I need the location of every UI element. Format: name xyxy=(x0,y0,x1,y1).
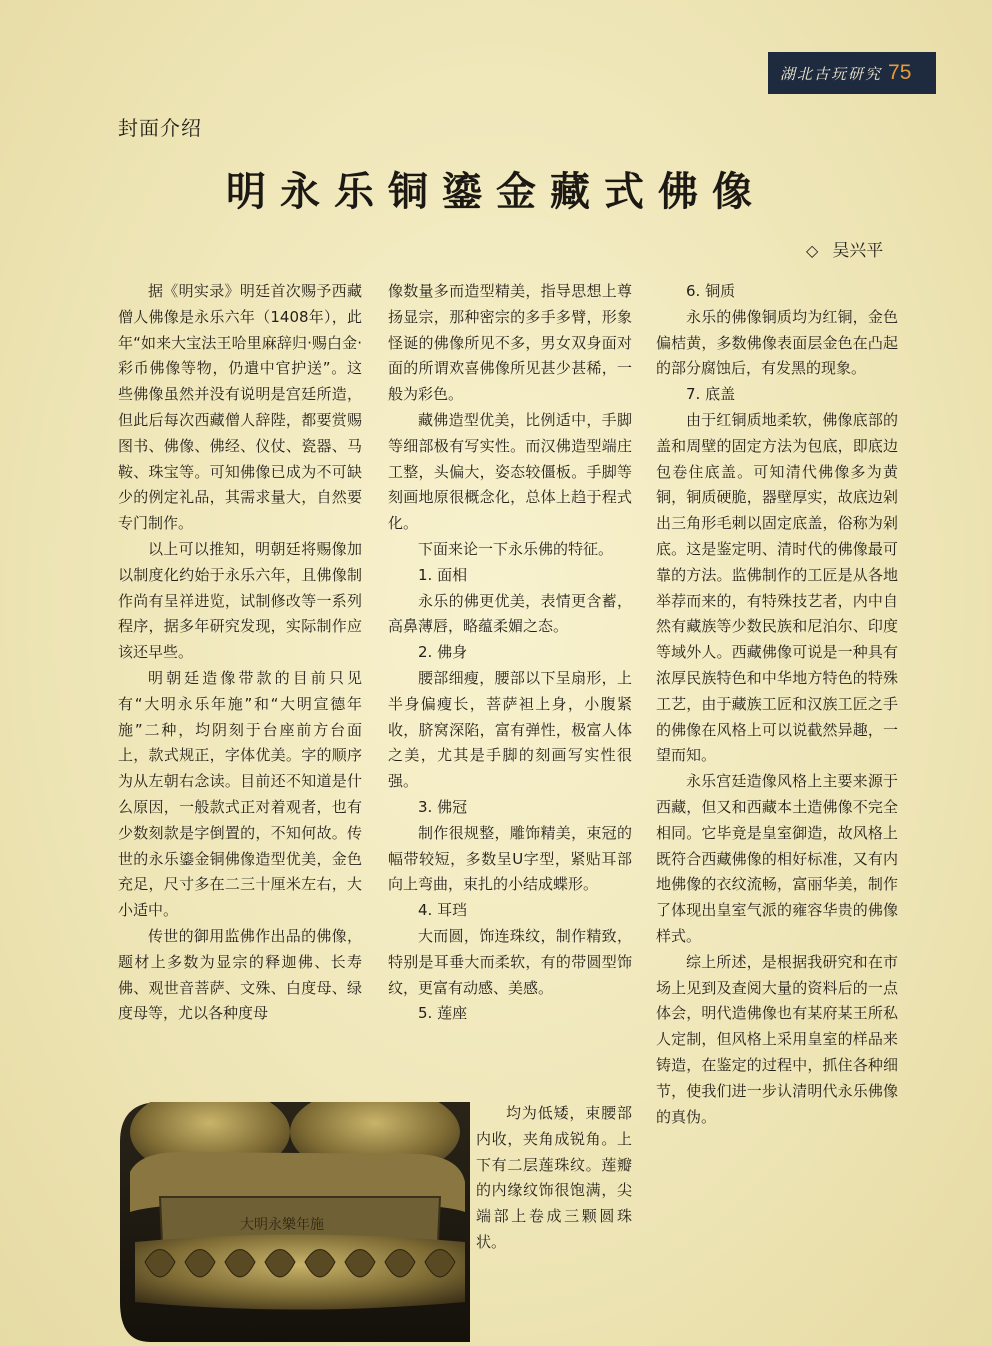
paragraph: 传世的御用监佛作出品的佛像，题材上多数为显宗的释迦佛、长寿佛、观世音菩萨、文殊、白度母、绿度母等，尤以各种度母 xyxy=(118,926,362,1023)
subheading: 7. 底盖 xyxy=(686,385,736,404)
paragraph: 永乐的佛更优美，表情更含蓄，高鼻薄唇，略蕴柔媚之态。 xyxy=(388,591,632,636)
author-line xyxy=(806,236,883,261)
column-3 xyxy=(656,279,898,1130)
subheading: 4. 耳珰 xyxy=(418,901,468,920)
article-title: 明永乐铜鎏金藏式佛像 xyxy=(226,168,766,215)
journal-header-tab xyxy=(768,52,936,94)
paragraph: 据《明实录》明廷首次赐予西藏僧人佛像是永乐六年（1408年），此年“如来大宝法王哈里麻辞归·赐白金·彩币佛像等物，仍遣中官护送”。这些佛像虽然并没有说明是宫廷所造，但此后每次西藏僧人辞陛，都要赏赐图书、佛像、佛经、仪仗、瓷器、马鞍、珠宝等。可知佛像已成为不可缺少的例定礼品，其需求量大，自然要专门制作。 xyxy=(118,282,362,533)
buddha-base-photo xyxy=(120,1102,470,1342)
subheading: 6. 铜质 xyxy=(686,282,736,300)
paragraph: 大而圆，饰连珠纹，制作精致，特别是耳垂大而柔软，有的带圆型饰纹，更富有动感、美感。 xyxy=(388,926,632,997)
subheading: 5. 莲座 xyxy=(418,1004,468,1023)
paragraph: 藏佛造型优美，比例适中，手脚等细部极有写实性。而汉佛造型端庄工整，头偏大，姿态较僵板。手脚等刻画地原很概念化，总体上趋于程式化。 xyxy=(388,410,632,533)
subheading: 3. 佛冠 xyxy=(418,797,468,816)
journal-name: 湖北古玩研究 xyxy=(780,64,883,83)
column-2-continued xyxy=(476,1101,632,1256)
paragraph: 像数量多而造型精美，指导思想上尊扬显宗，那种密宗的多手多臂，形象怪诞的佛像所见不多，男女双身面对面的所谓欢喜佛像所见甚少甚稀，一般为彩色。 xyxy=(388,282,632,404)
paragraph: 制作很规整，雕饰精美，束冠的幅带较短，多数呈U字型，紧贴耳部向上弯曲，束扎的小结成蝶形。 xyxy=(388,823,632,894)
subheading: 1. 面相 xyxy=(418,565,468,584)
paragraph: 由于红铜质地柔软，佛像底部的盖和周壁的固定方法为包底，即底边包卷住底盖。可知清代佛像多为黄铜，铜质硬脆，器壁厚实，故底边剁出三角形毛刺以固定底盖，俗称为剁底。这是鉴定明、清时代的佛像最可靠的方法。监佛制作的工匠是从各地举荐而来的，有特殊技艺者，内中自然有藏族等少数民族和尼泊尔、印度等域外人。西藏佛像可说是一种具有浓厚民族特色和中华地方特色的特殊工艺，由于藏族工匠和汉族工匠之手的佛像在风格上可以说截然异趣，一望而知。 xyxy=(656,410,898,765)
column-2 xyxy=(388,279,632,1027)
paragraph: 下面来论一下永乐佛的特征。 xyxy=(418,539,614,558)
author-name: 吴兴平 xyxy=(832,241,884,261)
paragraph: 综上所述，是根据我研究和在市场上见到及查阅大量的资料后的一点体会，明代造佛像也有某府某王所私人定制，但风格上采用皇室的样品来铸造，在鉴定的过程中，抓住各种细节，使我们进一步认清明代永乐佛像的真伪。 xyxy=(656,952,898,1126)
paragraph: 均为低矮，束腰部内收，夹角成锐角。上下有二层莲珠纹。莲瓣的内缘纹饰很饱满，尖端部上卷成三颗圆珠状。 xyxy=(476,1104,632,1251)
paragraph: 腰部细瘦，腰部以下呈扇形，上半身偏瘦长，菩萨袒上身，小腹紧收，脐窝深陷，富有弹性，极富人体之美，尤其是手脚的刻画写实性很强。 xyxy=(388,668,632,791)
diamond-icon: ◇ xyxy=(806,241,819,260)
paragraph: 永乐的佛像铜质均为红铜，金色偏桔黄，多数佛像表面层金色在凸起的部分腐蚀后，有发黑的现象。 xyxy=(656,307,898,378)
subheading: 2. 佛身 xyxy=(418,643,468,662)
section-label: 封面介绍 xyxy=(118,116,202,140)
page-number: 75 xyxy=(888,61,912,84)
paragraph: 永乐宫廷造像风格上主要来源于西藏，但又和西藏本土造佛像不完全相同。它毕竟是皇室御造，故风格上既符合西藏佛像的相好标准，又有内地佛像的衣纹流畅，富丽华美，制作了体现出皇室气派的雍容华贵的佛像样式。 xyxy=(656,772,898,945)
inscription-text: 大明永樂年施 xyxy=(240,1217,324,1233)
paragraph: 以上可以推知，明朝廷将赐像加以制度化约始于永乐六年，且佛像制作尚有呈祥进览，试制修改等一系列程序，据多年研究发现，实际制作应该还早些。 xyxy=(118,539,362,662)
paragraph: 明朝廷造像带款的目前只见有“大明永乐年施”和“大明宣德年施”二种，均阴刻于台座前方台面上，款式规正，字体优美。字的顺序为从左朝右念读。目前还不知道是什么原因，一般款式正对着观者，也有少数刻款是字倒置的，不知何故。传世的永乐鎏金铜佛像造型优美，金色充足，尺寸多在二三十厘米左右，大小适中。 xyxy=(118,668,362,920)
column-1 xyxy=(118,279,362,1027)
